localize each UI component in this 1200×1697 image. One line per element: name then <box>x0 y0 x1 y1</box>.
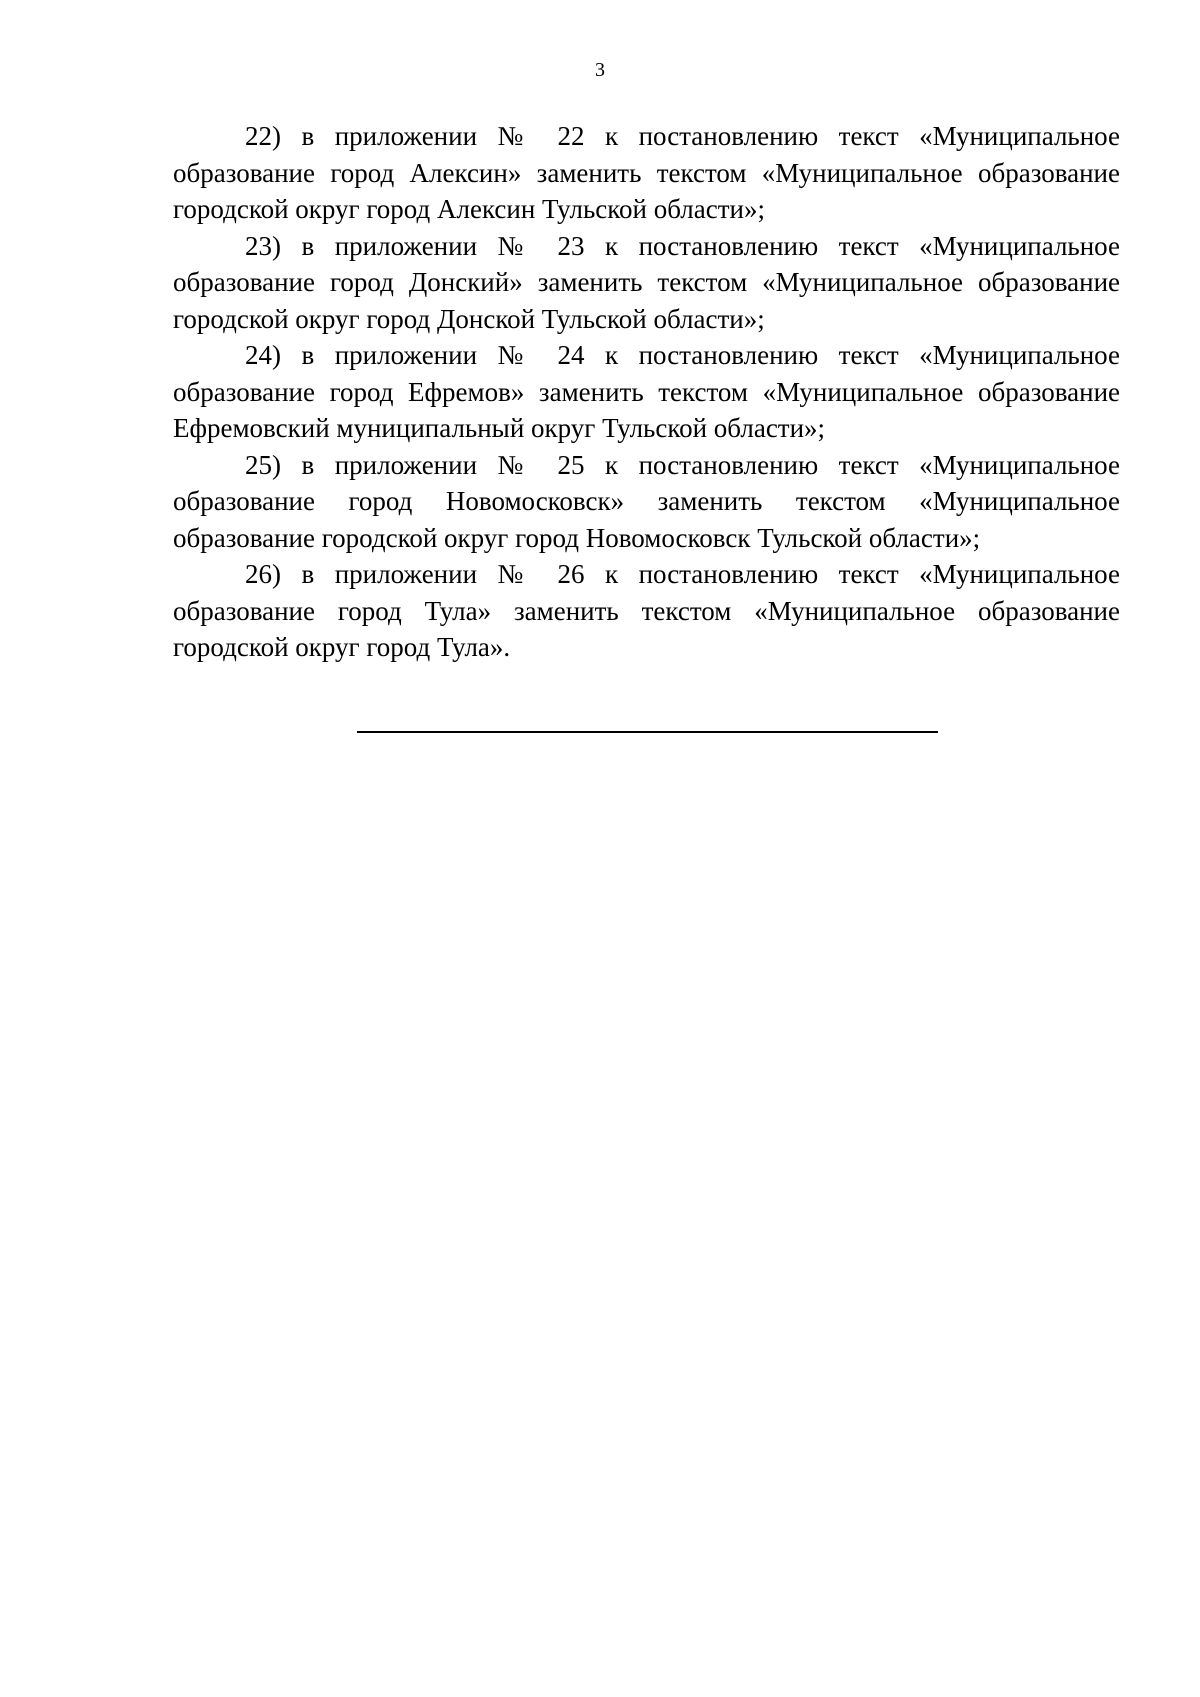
paragraph-item-23: 23) в приложении № 23 к постановлению текст «Муниципальное образование город Донский» заменить текстом «Муниципальное образование городской округ город Донской Тульской области»; <box>173 230 1120 334</box>
paragraph-item-26: 26) в приложении № 26 к постановлению текст «Муниципальное образование город Тула» заменить текстом «Муниципальное образование городской округ город Тула». <box>173 559 1120 662</box>
paragraph-item-25: 25) в приложении № 25 к постановлению текст «Муниципальное образование город Новомосковск» заменить текстом «Муниципальное образование городской округ город Новомосковск Тульской области»; <box>173 449 1120 553</box>
paragraph-item-24: 24) в приложении № 24 к постановлению текст «Муниципальное образование город Ефремов» заменить текстом «Муниципальное образование Ефремовский муниципальный округ Тульской области»; <box>173 340 1120 443</box>
paragraph-item-22: 22) в приложении № 22 к постановлению текст «Муниципальное образование город Алексин» заменить текстом «Муниципальное образование городской округ город Алексин Тульской области»; <box>173 121 1120 224</box>
page-number: 3 <box>595 59 605 81</box>
end-of-document-rule <box>357 731 938 733</box>
document-body <box>173 118 1120 666</box>
